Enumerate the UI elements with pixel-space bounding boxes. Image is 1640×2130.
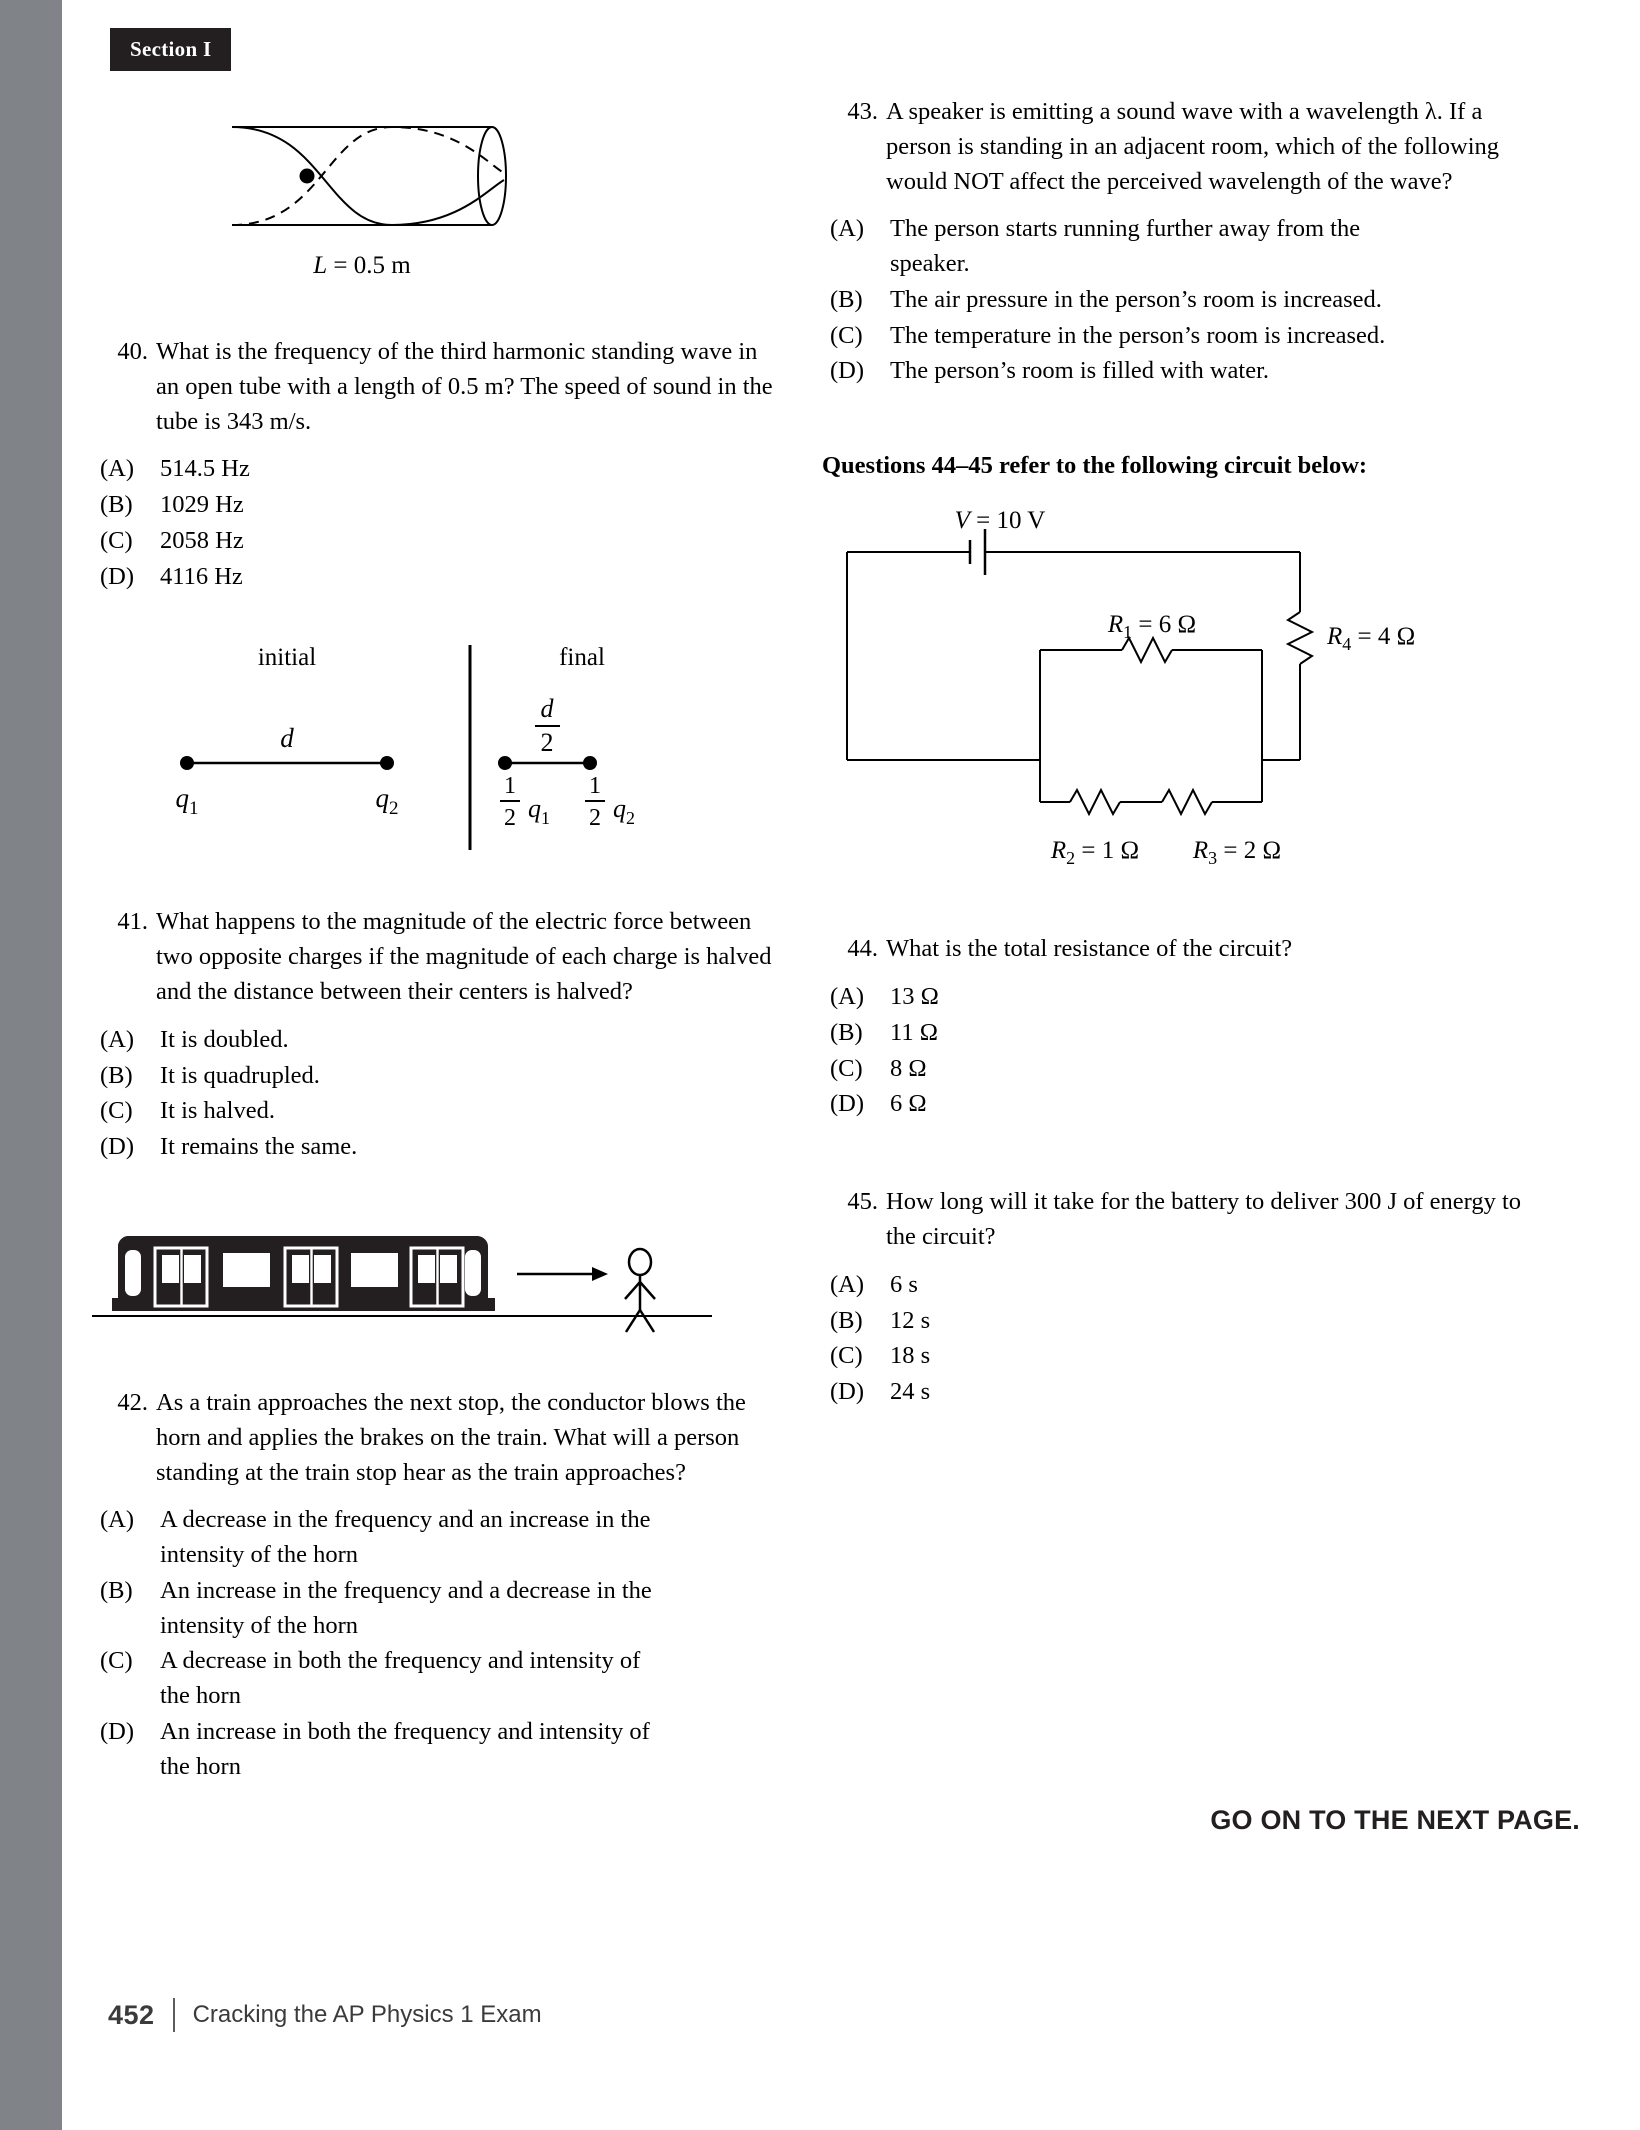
choice-letter: (B): [100, 1576, 133, 1604]
choice-45-d[interactable]: [822, 1375, 1522, 1410]
svg-text:R1 = 6 Ω: $R_1 = 6$ Ω: [1107, 611, 1197, 643]
choice-text: The person’s room is filled with water.: [890, 357, 1269, 385]
choice-text-cont: the horn: [160, 1752, 241, 1780]
choice-41-c[interactable]: [92, 1094, 782, 1129]
choice-text: 13 Ω: [890, 983, 939, 1011]
circuit-section-heading: Questions 44–45 refer to the following circuit below:: [822, 452, 1368, 480]
question-43-number: 43.: [847, 98, 878, 125]
footer-page-number: 452: [108, 1999, 155, 2030]
choice-letter: (A): [830, 215, 865, 243]
choice-text: An increase in both the frequency and intensity of: [160, 1717, 650, 1745]
choice-letter: (C): [100, 1647, 133, 1675]
choice-text: 8 Ω: [890, 1054, 927, 1082]
question-45-number: 45.: [847, 1188, 878, 1216]
svg-text:R4 = 4 Ω: $R_4 = 4$ Ω: [1327, 623, 1416, 655]
question-44-text: What is the total resistance of the circuit?: [886, 935, 1293, 963]
choice-43-b[interactable]: [822, 283, 1522, 318]
choice-text-cont: intensity of the horn: [160, 1541, 359, 1569]
choice-text: 6 Ω: [890, 1090, 927, 1118]
question-43-choices: [822, 212, 1522, 389]
question-41-number: 41.: [117, 908, 148, 936]
choice-letter: (C): [830, 1054, 863, 1082]
page-footer: [108, 1998, 542, 2032]
question-41: [92, 905, 782, 1164]
svg-text:q1: $q_1$: [175, 783, 199, 820]
choice-42-a[interactable]: [92, 1503, 782, 1573]
question-42-choices: [92, 1503, 782, 1784]
figure-train-and-person: [92, 1206, 782, 1346]
svg-text:2: 2: [504, 805, 516, 832]
choice-text: 24 s: [890, 1378, 931, 1406]
choice-42-c[interactable]: [92, 1644, 782, 1714]
question-40: [92, 335, 782, 594]
choice-44-b[interactable]: [822, 1016, 1522, 1051]
svg-text:2: 2: [589, 805, 601, 832]
page-content: [62, 0, 1640, 2130]
choice-41-d[interactable]: [92, 1130, 782, 1165]
choice-text: 12 s: [890, 1306, 931, 1334]
question-43: [822, 95, 1522, 389]
choice-text: It remains the same.: [160, 1133, 358, 1161]
initial-label: initial: [257, 644, 317, 672]
choice-42-b[interactable]: [92, 1574, 782, 1644]
question-40-choices: [92, 452, 782, 594]
choice-44-d[interactable]: [822, 1087, 1522, 1122]
question-41-choices: [92, 1023, 782, 1165]
question-45: [822, 1185, 1522, 1410]
choice-text: 2058 Hz: [160, 526, 244, 554]
choice-text: 18 s: [890, 1342, 931, 1370]
question-41-text: What happens to the magnitude of the electric force between two opposite charges if the magnitude of each charge is halved and the distance between their centers is halved?: [156, 908, 772, 1006]
question-40-number: 40.: [117, 338, 148, 365]
choice-text: 4116 Hz: [160, 562, 243, 590]
choice-44-a[interactable]: [822, 980, 1522, 1015]
left-gray-margin-bar: [0, 0, 62, 2130]
choice-45-b[interactable]: [822, 1304, 1522, 1339]
choice-letter: (C): [100, 1097, 133, 1125]
footer-divider: [173, 1998, 175, 2032]
question-42-text: As a train approaches the next stop, the conductor blows the horn and applies the brakes on the train. What will a person standing at the train stop hear as the train approaches?: [156, 1388, 746, 1486]
svg-text:d: d: [540, 694, 554, 724]
question-45-text: How long will it take for the battery to deliver 300 J of energy to the circuit?: [886, 1188, 1522, 1250]
question-40-text: What is the frequency of the third harmonic standing wave in an open tube with a length of 0.5 m? The speed of sound in the tube is 343 m/s.: [156, 338, 773, 435]
choice-text: The temperature in the person’s room is increased.: [890, 321, 1386, 349]
choice-40-b[interactable]: [92, 488, 782, 523]
choice-40-d[interactable]: [92, 560, 782, 595]
left-column: [92, 95, 782, 1786]
choice-letter: (B): [100, 1061, 133, 1089]
choice-letter: (A): [100, 455, 135, 483]
svg-text:d: d: [280, 723, 294, 754]
final-label: final: [559, 644, 605, 672]
question-43-text: A speaker is emitting a sound wave with a wavelength λ. If a person is standing in an adjacent room, which of the following would NOT affect the perceived wavelength of the wave?: [886, 98, 1500, 195]
svg-text:V = 10 V: V = 10 V: [954, 507, 1046, 535]
question-44: [822, 932, 1522, 1122]
question-44-choices: [822, 980, 1522, 1122]
svg-text:q2: $q_2$: [375, 783, 399, 820]
choice-letter: (A): [830, 983, 865, 1011]
choice-43-d[interactable]: [822, 354, 1522, 389]
choice-text-cont: speaker.: [890, 250, 970, 278]
choice-text: The person starts running further away from the: [890, 215, 1361, 243]
svg-text:2: 2: [540, 728, 554, 758]
choice-letter: (D): [830, 357, 865, 385]
choice-42-d[interactable]: [92, 1715, 782, 1785]
choice-letter: (C): [830, 321, 863, 349]
svg-text:R3 = 2 Ω: $R_3 = 2$ Ω: [1192, 837, 1282, 869]
svg-text:R2 = 1 Ω: $R_2 = 1$ Ω: [1050, 837, 1140, 869]
choice-letter: (D): [830, 1090, 865, 1118]
choice-text: An increase in the frequency and a decrease in the: [160, 1576, 652, 1604]
right-column: [822, 95, 1522, 1411]
choice-40-a[interactable]: [92, 452, 782, 487]
choice-letter: (B): [830, 1018, 863, 1046]
section-tag: Section I: [110, 28, 231, 71]
choice-43-a[interactable]: [822, 212, 1522, 282]
choice-text: 6 s: [890, 1270, 918, 1298]
choice-45-a[interactable]: [822, 1268, 1522, 1303]
choice-41-a[interactable]: [92, 1023, 782, 1058]
choice-text-cont: intensity of the horn: [160, 1611, 359, 1639]
footer-book-title: Cracking the AP Physics 1 Exam: [192, 2001, 542, 2028]
svg-text:L = 0.5 m: L = 0.5 m: [313, 252, 411, 279]
choice-41-b[interactable]: [92, 1059, 782, 1094]
choice-letter: (B): [100, 491, 133, 519]
choice-letter: (B): [830, 285, 863, 313]
go-on-next-page-notice: GO ON TO THE NEXT PAGE.: [1210, 1805, 1580, 1835]
figure-charges-initial-final: [92, 635, 782, 865]
svg-text:1: 1: [589, 773, 601, 800]
question-42: [92, 1386, 782, 1785]
question-44-number: 44.: [847, 935, 878, 963]
svg-text:q1: $q_1$: [528, 794, 550, 829]
choice-text: It is halved.: [160, 1097, 275, 1125]
choice-text: 1029 Hz: [160, 491, 244, 519]
choice-letter: (D): [100, 562, 135, 590]
figure-open-tube: [92, 95, 782, 295]
choice-letter: (D): [100, 1133, 135, 1161]
choice-text: 11 Ω: [890, 1018, 938, 1046]
choice-letter: (D): [100, 1717, 135, 1745]
choice-letter: (C): [830, 1342, 863, 1370]
choice-letter: (A): [100, 1506, 135, 1534]
choice-text: It is quadrupled.: [160, 1061, 320, 1089]
choice-44-c[interactable]: [822, 1052, 1522, 1087]
choice-letter: (D): [830, 1378, 865, 1406]
choice-text: It is doubled.: [160, 1025, 289, 1053]
choice-letter: (B): [830, 1306, 863, 1334]
figure-circuit: [822, 502, 1522, 870]
choice-letter: (A): [830, 1270, 865, 1298]
choice-text: A decrease in both the frequency and intensity of: [160, 1647, 641, 1675]
choice-letter: (C): [100, 526, 133, 554]
choice-text-cont: the horn: [160, 1682, 241, 1710]
question-42-number: 42.: [117, 1388, 148, 1416]
svg-text:1: 1: [504, 773, 516, 800]
svg-text:q2: $q_2$: [613, 794, 635, 829]
choice-text: 514.5 Hz: [160, 455, 250, 483]
choice-text: The air pressure in the person’s room is increased.: [890, 285, 1382, 313]
choice-text: A decrease in the frequency and an increase in the: [160, 1506, 651, 1534]
choice-letter: (A): [100, 1025, 135, 1053]
choice-40-c[interactable]: [92, 524, 782, 559]
choice-45-c[interactable]: [822, 1339, 1522, 1374]
choice-43-c[interactable]: [822, 319, 1522, 354]
question-45-choices: [822, 1268, 1522, 1410]
